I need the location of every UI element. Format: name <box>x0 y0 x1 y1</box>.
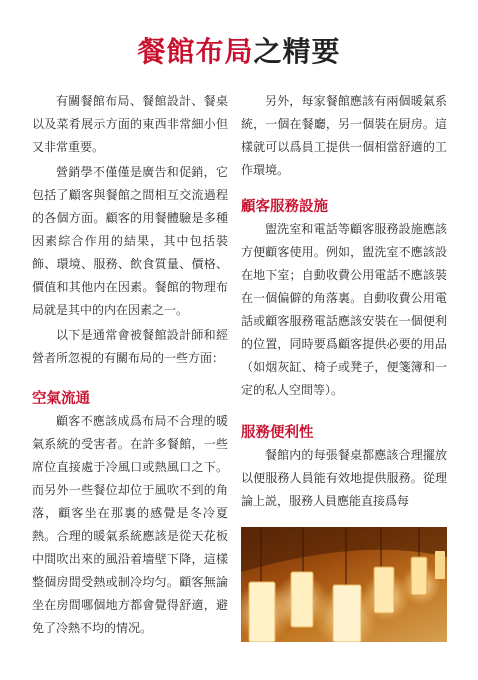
paragraph: 顧客不應該成爲布局不合理的暖氣系統的受害者。在許多餐館，一些席位直接處于冷風口或熱風口之下。而另外一些餐位却位于風吹不到的角落，顧客坐在那裏的感覺是冬冷夏熱。合理的暖氣系統應該是從天花板中間吹出來的風沿着墻壁下降，這樣整個房間受熱或制冷均匀。顧客無論坐在房間哪個地方都會覺得舒適，避免了冷熱不均的情况。 <box>32 414 228 635</box>
right-column <box>241 90 447 515</box>
restaurant-lamps-photo <box>241 527 447 642</box>
section-heading-air: 空氣流通 <box>32 390 90 407</box>
left-column <box>32 90 228 642</box>
paragraph: 以下是通常會被餐館設計師和經營者所忽視的有關布局的一些方面： <box>32 328 228 365</box>
lamps-illustration <box>241 527 447 642</box>
page-title <box>0 30 478 70</box>
paragraph: 有關餐館布局、餐館設計、餐桌以及菜肴展示方面的東西非常細小但又非常重要。 <box>32 94 228 154</box>
paragraph: 另外，每家餐館應該有兩個暖氣系統，一個在餐廳，另一個裝在厨房。這樣就可以爲員工提供一個相當舒適的工作環境。 <box>241 94 447 177</box>
paragraph: 營銷學不僅僅是廣告和促銷，它包括了顧客與餐館之間相互交流過程的各個方面。顧客的用餐體驗是多種因素綜合作用的結果，其中包括裝飾、環境、服務、飲食質量、價格、價值和其他内在因素。餐館的物理布局就是其中的内在因素之一。 <box>32 165 228 317</box>
paragraph: 盥洗室和電話等顧客服務設施應該方便顧客使用。例如，盥洗室不應該設在地下室；自動收費公用電話不應該裝在一個偏僻的角落裏。自動收費公用電話或顧客服務電話應該安裝在一個便利的位置，同時要爲顧客提供必要的用品（如烟灰缸、椅子或凳子，便箋簿和一定的私人空間等）。 <box>241 222 447 397</box>
section-heading-service: 服務便利性 <box>241 424 314 441</box>
paragraph: 餐館内的每張餐桌都應該合理擺放以便服務人員能有效地提供服務。從理論上説，服務人員應能直接爲每 <box>241 448 447 508</box>
title-part-dark: 之精要 <box>253 35 341 68</box>
title-part-accent: 餐館布局 <box>137 35 254 68</box>
section-heading-facilities: 顧客服務設施 <box>241 198 328 215</box>
